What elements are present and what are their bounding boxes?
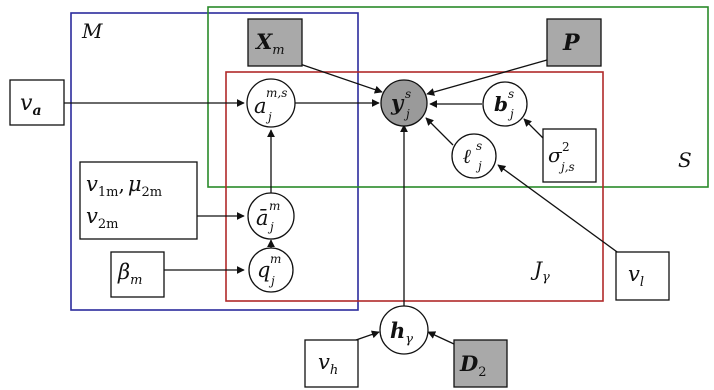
- label-q-sub: j: [271, 274, 275, 288]
- label-q-base: q: [257, 258, 271, 282]
- plate-m-label: M: [82, 19, 103, 43]
- label-b-base: b: [494, 92, 508, 116]
- label-y-sub: j: [406, 107, 410, 121]
- label-vh: $v_h$: [318, 350, 339, 378]
- label-y-base: y: [391, 90, 404, 115]
- plate-j-label: $J_\gamma$: [534, 257, 550, 285]
- edge-l-y: [426, 118, 453, 145]
- label-a-base: a: [254, 94, 267, 118]
- label-a-sub: j: [268, 110, 272, 124]
- edge-xm-y: [300, 64, 382, 92]
- label-p: P: [563, 30, 580, 56]
- label-y-sup: s: [405, 87, 412, 101]
- label-b-sup: s: [508, 87, 515, 101]
- edge-p-y: [427, 60, 547, 94]
- label-xm: $X_m$: [256, 29, 285, 58]
- label-va: va: [20, 91, 42, 119]
- label-v1m-line2: $v_{2m}$: [86, 204, 119, 232]
- label-vl: $v_l$: [628, 262, 645, 290]
- label-beta: $\beta_m$: [118, 260, 143, 288]
- label-h: $h_\gamma$: [390, 318, 414, 347]
- label-abar-base: ā: [256, 206, 269, 230]
- label-sigma-base: σ: [548, 143, 562, 167]
- label-l-sub: j: [478, 159, 482, 173]
- plate-s-label: S: [678, 148, 692, 172]
- label-v1m-line1: $v_{1m}$, $\mu_{2m}$: [86, 172, 163, 200]
- label-abar-sub: j: [270, 220, 274, 234]
- edge-vh-h: [356, 332, 379, 340]
- label-l-base: ℓ: [463, 144, 472, 168]
- label-b-sub: j: [510, 107, 514, 121]
- label-l-sup: s: [476, 139, 483, 153]
- label-sigma-sub: j,s: [561, 160, 575, 174]
- label-sigma-sup: 2: [562, 140, 570, 154]
- label-a-sup: m,s: [266, 86, 288, 100]
- label-q-sup: m: [270, 252, 282, 266]
- node-l: [452, 134, 496, 178]
- edge-d2-h: [428, 332, 454, 344]
- label-d2: $D_2$: [460, 351, 487, 380]
- node-y: [381, 80, 427, 126]
- edge-sigma-b: [524, 119, 545, 140]
- label-abar-sup: m: [269, 199, 281, 213]
